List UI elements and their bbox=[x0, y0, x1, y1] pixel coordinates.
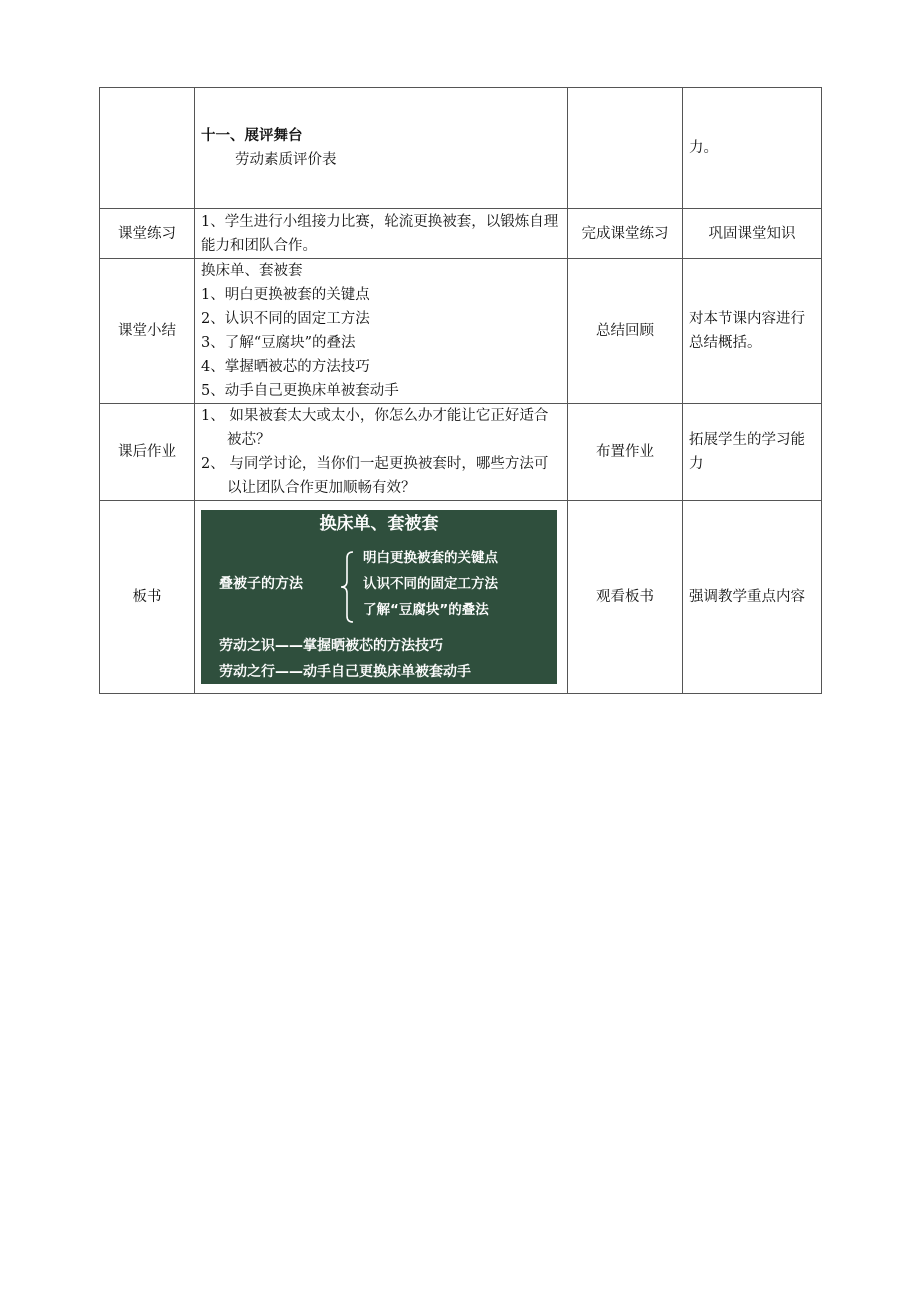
row-label: 课堂小结 bbox=[100, 259, 195, 404]
section-heading: 十一、展评舞台 bbox=[201, 127, 303, 144]
content-cell bbox=[195, 404, 568, 501]
board-line: 劳动之识——掌握晒被芯的方法技巧 bbox=[219, 638, 443, 654]
activity-cell: 完成课堂练习 bbox=[568, 209, 683, 259]
purpose-cell: 强调教学重点内容 bbox=[683, 501, 822, 694]
table-row bbox=[100, 259, 822, 404]
row-label: 板书 bbox=[100, 501, 195, 694]
board-item: 了解“豆腐块”的叠法 bbox=[363, 602, 489, 618]
table-row bbox=[100, 501, 822, 694]
content-line: 5、动手自己更换床单被套动手 bbox=[201, 383, 399, 399]
content-cell bbox=[195, 501, 568, 694]
activity-cell bbox=[568, 88, 683, 209]
board-line: 劳动之行——动手自己更换床单被套动手 bbox=[219, 664, 471, 680]
board-item: 认识不同的固定工方法 bbox=[363, 576, 498, 592]
purpose-cell: 巩固课堂知识 bbox=[683, 209, 822, 259]
purpose-cell: 拓展学生的学习能力 bbox=[683, 404, 822, 501]
board-title: 换床单、套被套 bbox=[319, 514, 439, 534]
brace-icon bbox=[339, 550, 355, 624]
table-row bbox=[100, 209, 822, 259]
row-label: 课堂练习 bbox=[100, 209, 195, 259]
purpose-cell: 对本节课内容进行总结概括。 bbox=[683, 259, 822, 404]
content-line: 2、认识不同的固定工方法 bbox=[201, 311, 370, 327]
content-line: 换床单、套被套 bbox=[201, 263, 303, 279]
content-line: 劳动素质评价表 bbox=[235, 152, 337, 168]
blackboard-image bbox=[201, 510, 557, 684]
table-row bbox=[100, 88, 822, 209]
content-line: 4、掌握晒被芯的方法技巧 bbox=[201, 359, 370, 375]
activity-cell: 观看板书 bbox=[568, 501, 683, 694]
activity-cell: 布置作业 bbox=[568, 404, 683, 501]
board-item: 明白更换被套的关键点 bbox=[363, 550, 498, 566]
row-label: 课后作业 bbox=[100, 404, 195, 501]
content-line: 2、 与同学讨论，当你们一起更换被套时，哪些方法可以让团队合作更加顺畅有效？ bbox=[201, 456, 549, 496]
content-cell: 1、学生进行小组接力比赛，轮流更换被套，以锻炼自理能力和团队合作。 bbox=[195, 209, 568, 259]
content-line: 3、了解“豆腐块”的叠法 bbox=[201, 335, 356, 351]
activity-cell: 总结回顾 bbox=[568, 259, 683, 404]
row-label bbox=[100, 88, 195, 209]
content-line: 1、 如果被套太大或太小，你怎么办才能让它正好适合被芯？ bbox=[201, 408, 549, 448]
content-line: 1、明白更换被套的关键点 bbox=[201, 287, 370, 303]
content-cell bbox=[195, 88, 568, 209]
lesson-plan-table bbox=[99, 87, 822, 694]
board-method: 叠被子的方法 bbox=[219, 576, 303, 592]
content-cell bbox=[195, 259, 568, 404]
table-row bbox=[100, 404, 822, 501]
purpose-cell: 力。 bbox=[683, 88, 822, 209]
